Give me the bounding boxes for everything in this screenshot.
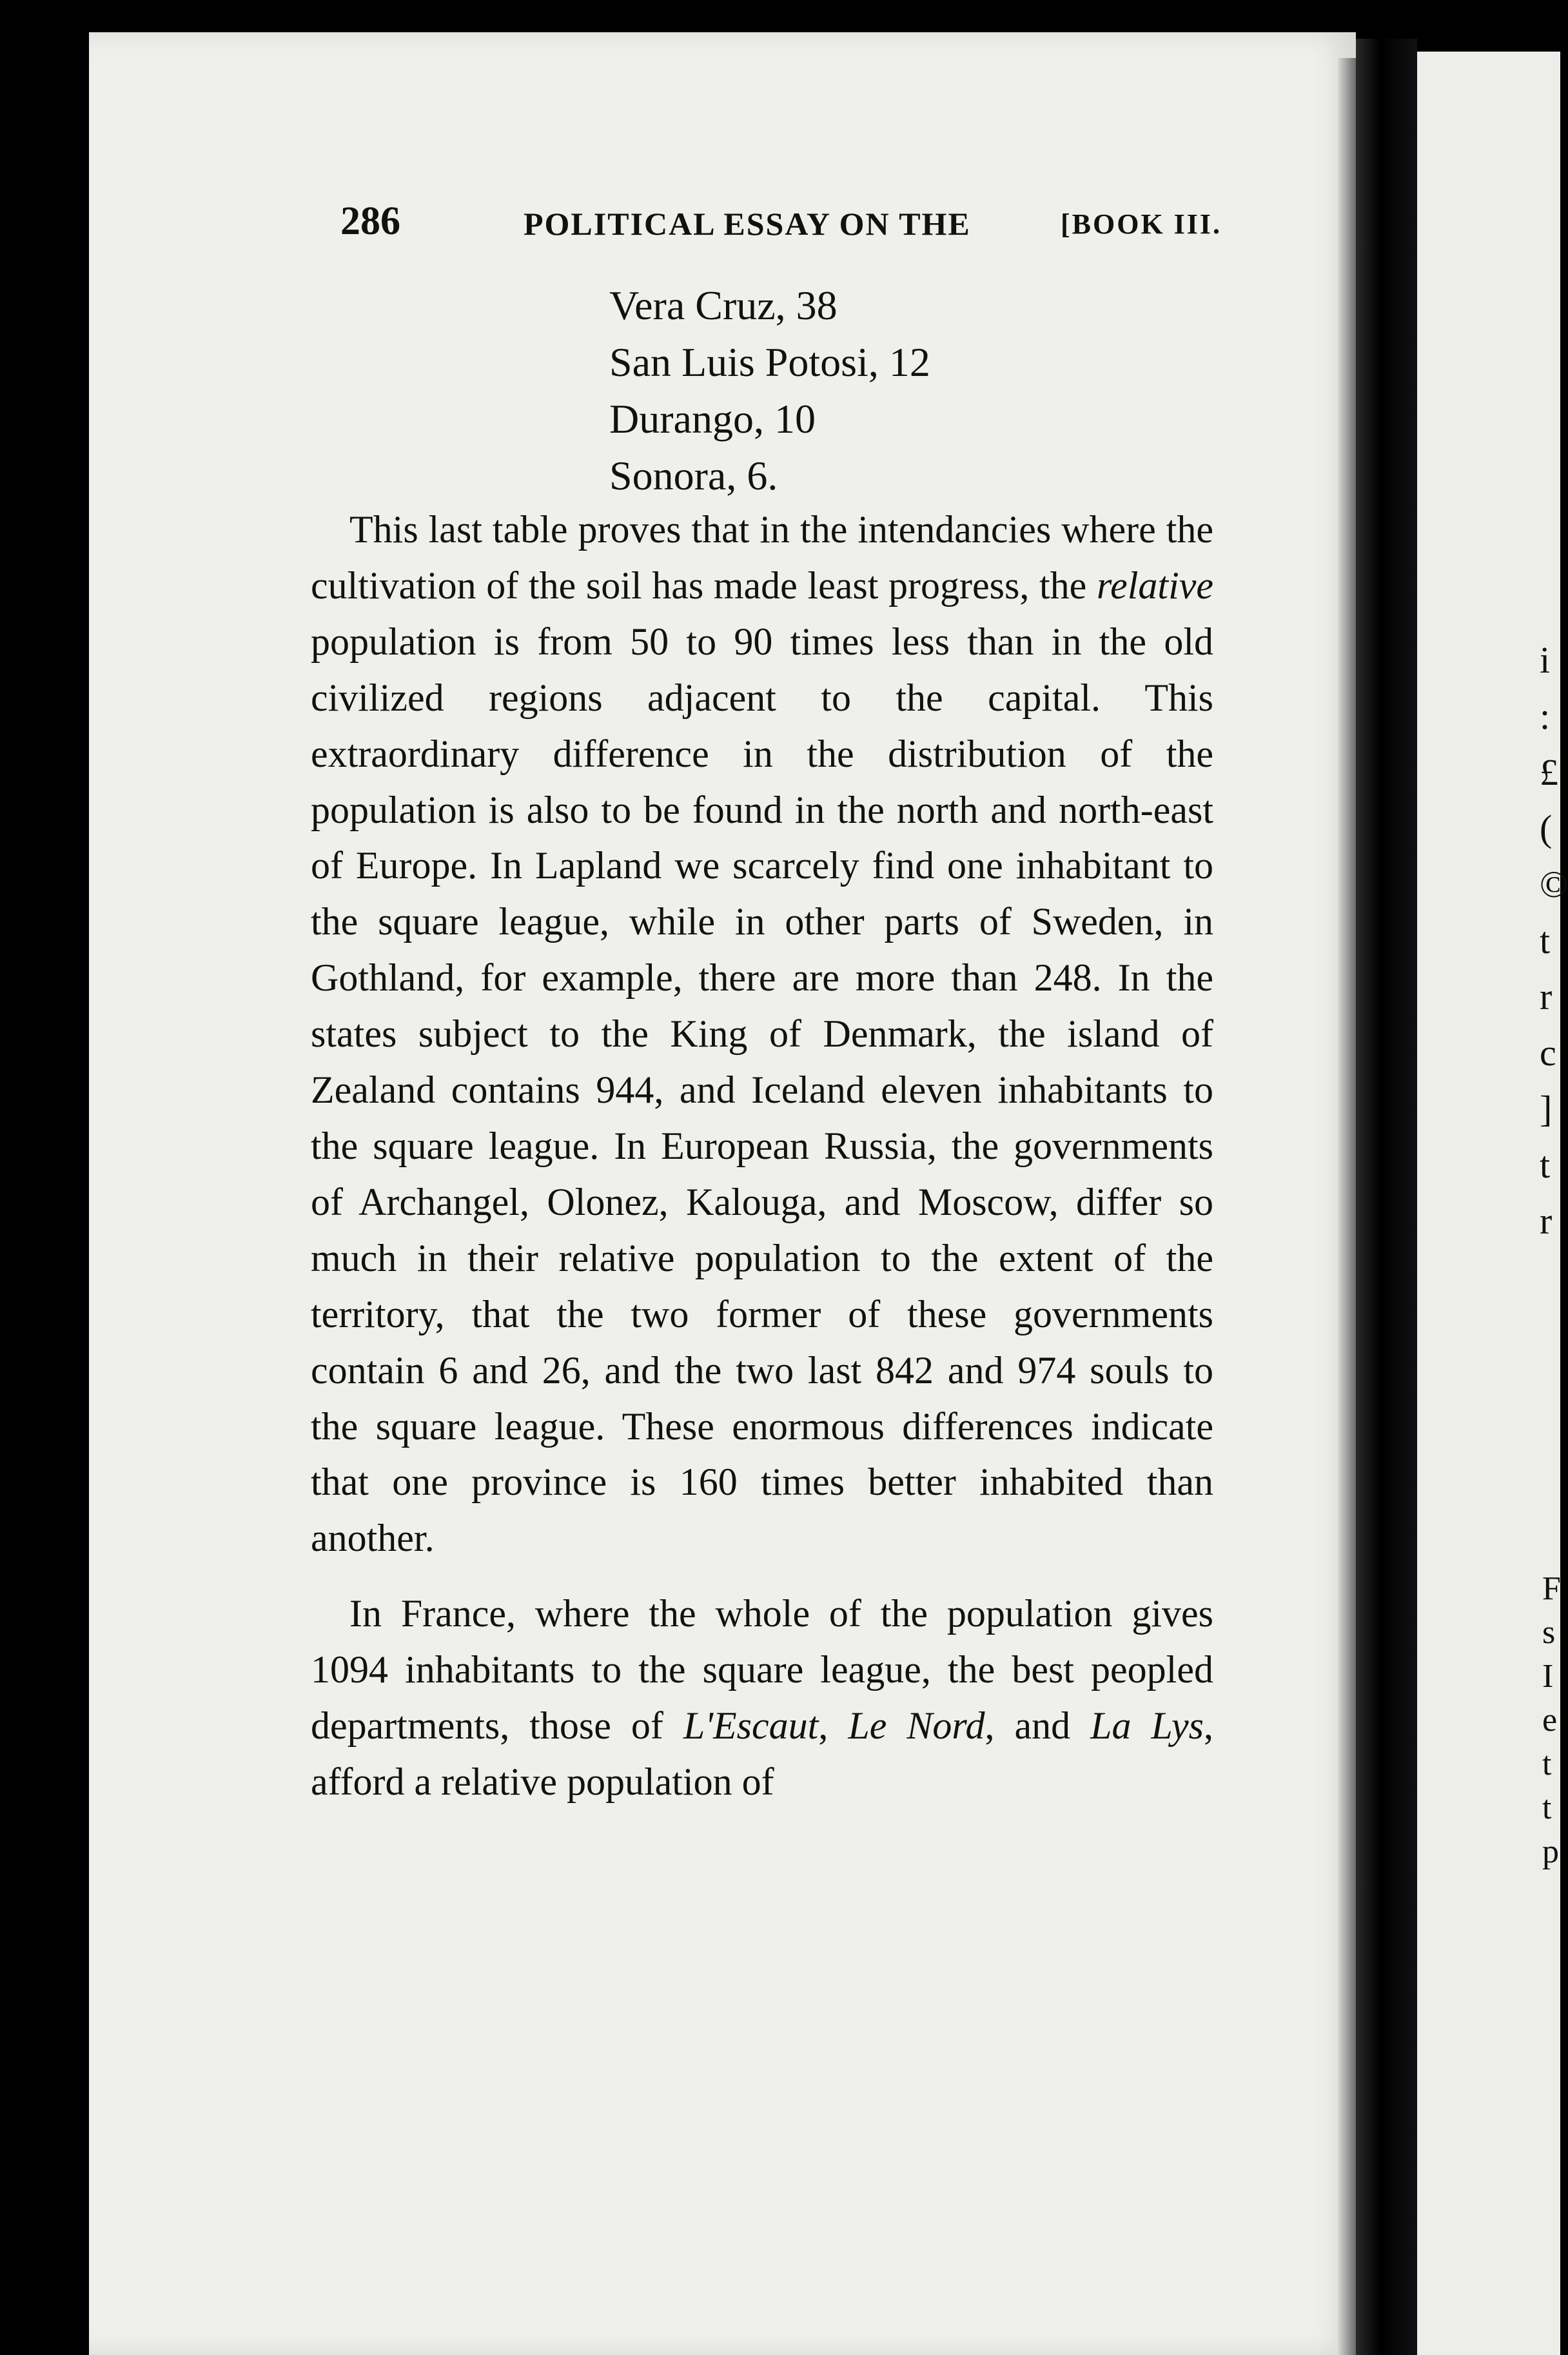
table-line: San Luis Potosi, 12 (609, 339, 930, 385)
paragraph (311, 502, 1213, 1566)
right-page-edge (1417, 52, 1560, 2355)
paragraph-text: , afford a relative population of (311, 1704, 1213, 1803)
facing-page-text-fragments: F s I e t t p (1542, 1570, 1561, 1870)
paragraph (311, 1586, 1213, 1810)
book-fold (1356, 39, 1417, 2355)
paragraph-text: , (818, 1704, 848, 1748)
book-indicator: [BOOK III. (1061, 208, 1222, 240)
paragraph-text: , and (985, 1704, 1091, 1748)
table-line: Sonora, 6. (609, 453, 778, 498)
italic-text: Le Nord (848, 1704, 985, 1748)
paragraph-text: In France, where the whole of the population gives 1094 inhabitants to the square league, the best peopled departments, those of (311, 1592, 1213, 1748)
running-head (0, 199, 1560, 250)
italic-text: L'Escaut (683, 1704, 819, 1748)
italic-text: La Lys (1090, 1704, 1204, 1748)
table-line: Vera Cruz, 38 (609, 282, 838, 328)
body-text (311, 502, 1213, 1810)
paragraph-text: This last table proves that in the intendancies where the cultivation of the soil has made least progress, the (311, 508, 1213, 607)
page-number: 286 (340, 199, 400, 243)
page-gutter-shadow (1338, 58, 1356, 2355)
population-table-continuation (609, 277, 930, 504)
running-title: POLITICAL ESSAY ON THE (524, 206, 971, 242)
facing-page-text-fragments: i : £ ( © t r c ] t r (1540, 639, 1568, 1242)
table-line: Durango, 10 (609, 396, 816, 442)
paragraph-text: population is from 50 to 90 times less than in the old civilized regions adjacent to the capital. This extraordinary difference in the distribution of the population is also to be found in the north and north-east of Europe. In Lapland we scarcely find one inhabitant to the square league, while in other parts of Sweden, in Gothland, for example, there are more than 248. In the states subject to the King of Denmark, the island of Zealand contains 944, and Iceland eleven inhabitants to the square league. In European Russia, the governments of Archangel, Olonez, Kalouga, and Moscow, differ so much in their relative population to the extent of the territory, that the two former of these governments contain 6 and 26, and the two last 842 and 974 souls to the square league. These enormous differences indicate that one province is 160 times better inhabited than another. (311, 620, 1213, 1560)
italic-text: relative (1096, 564, 1213, 607)
